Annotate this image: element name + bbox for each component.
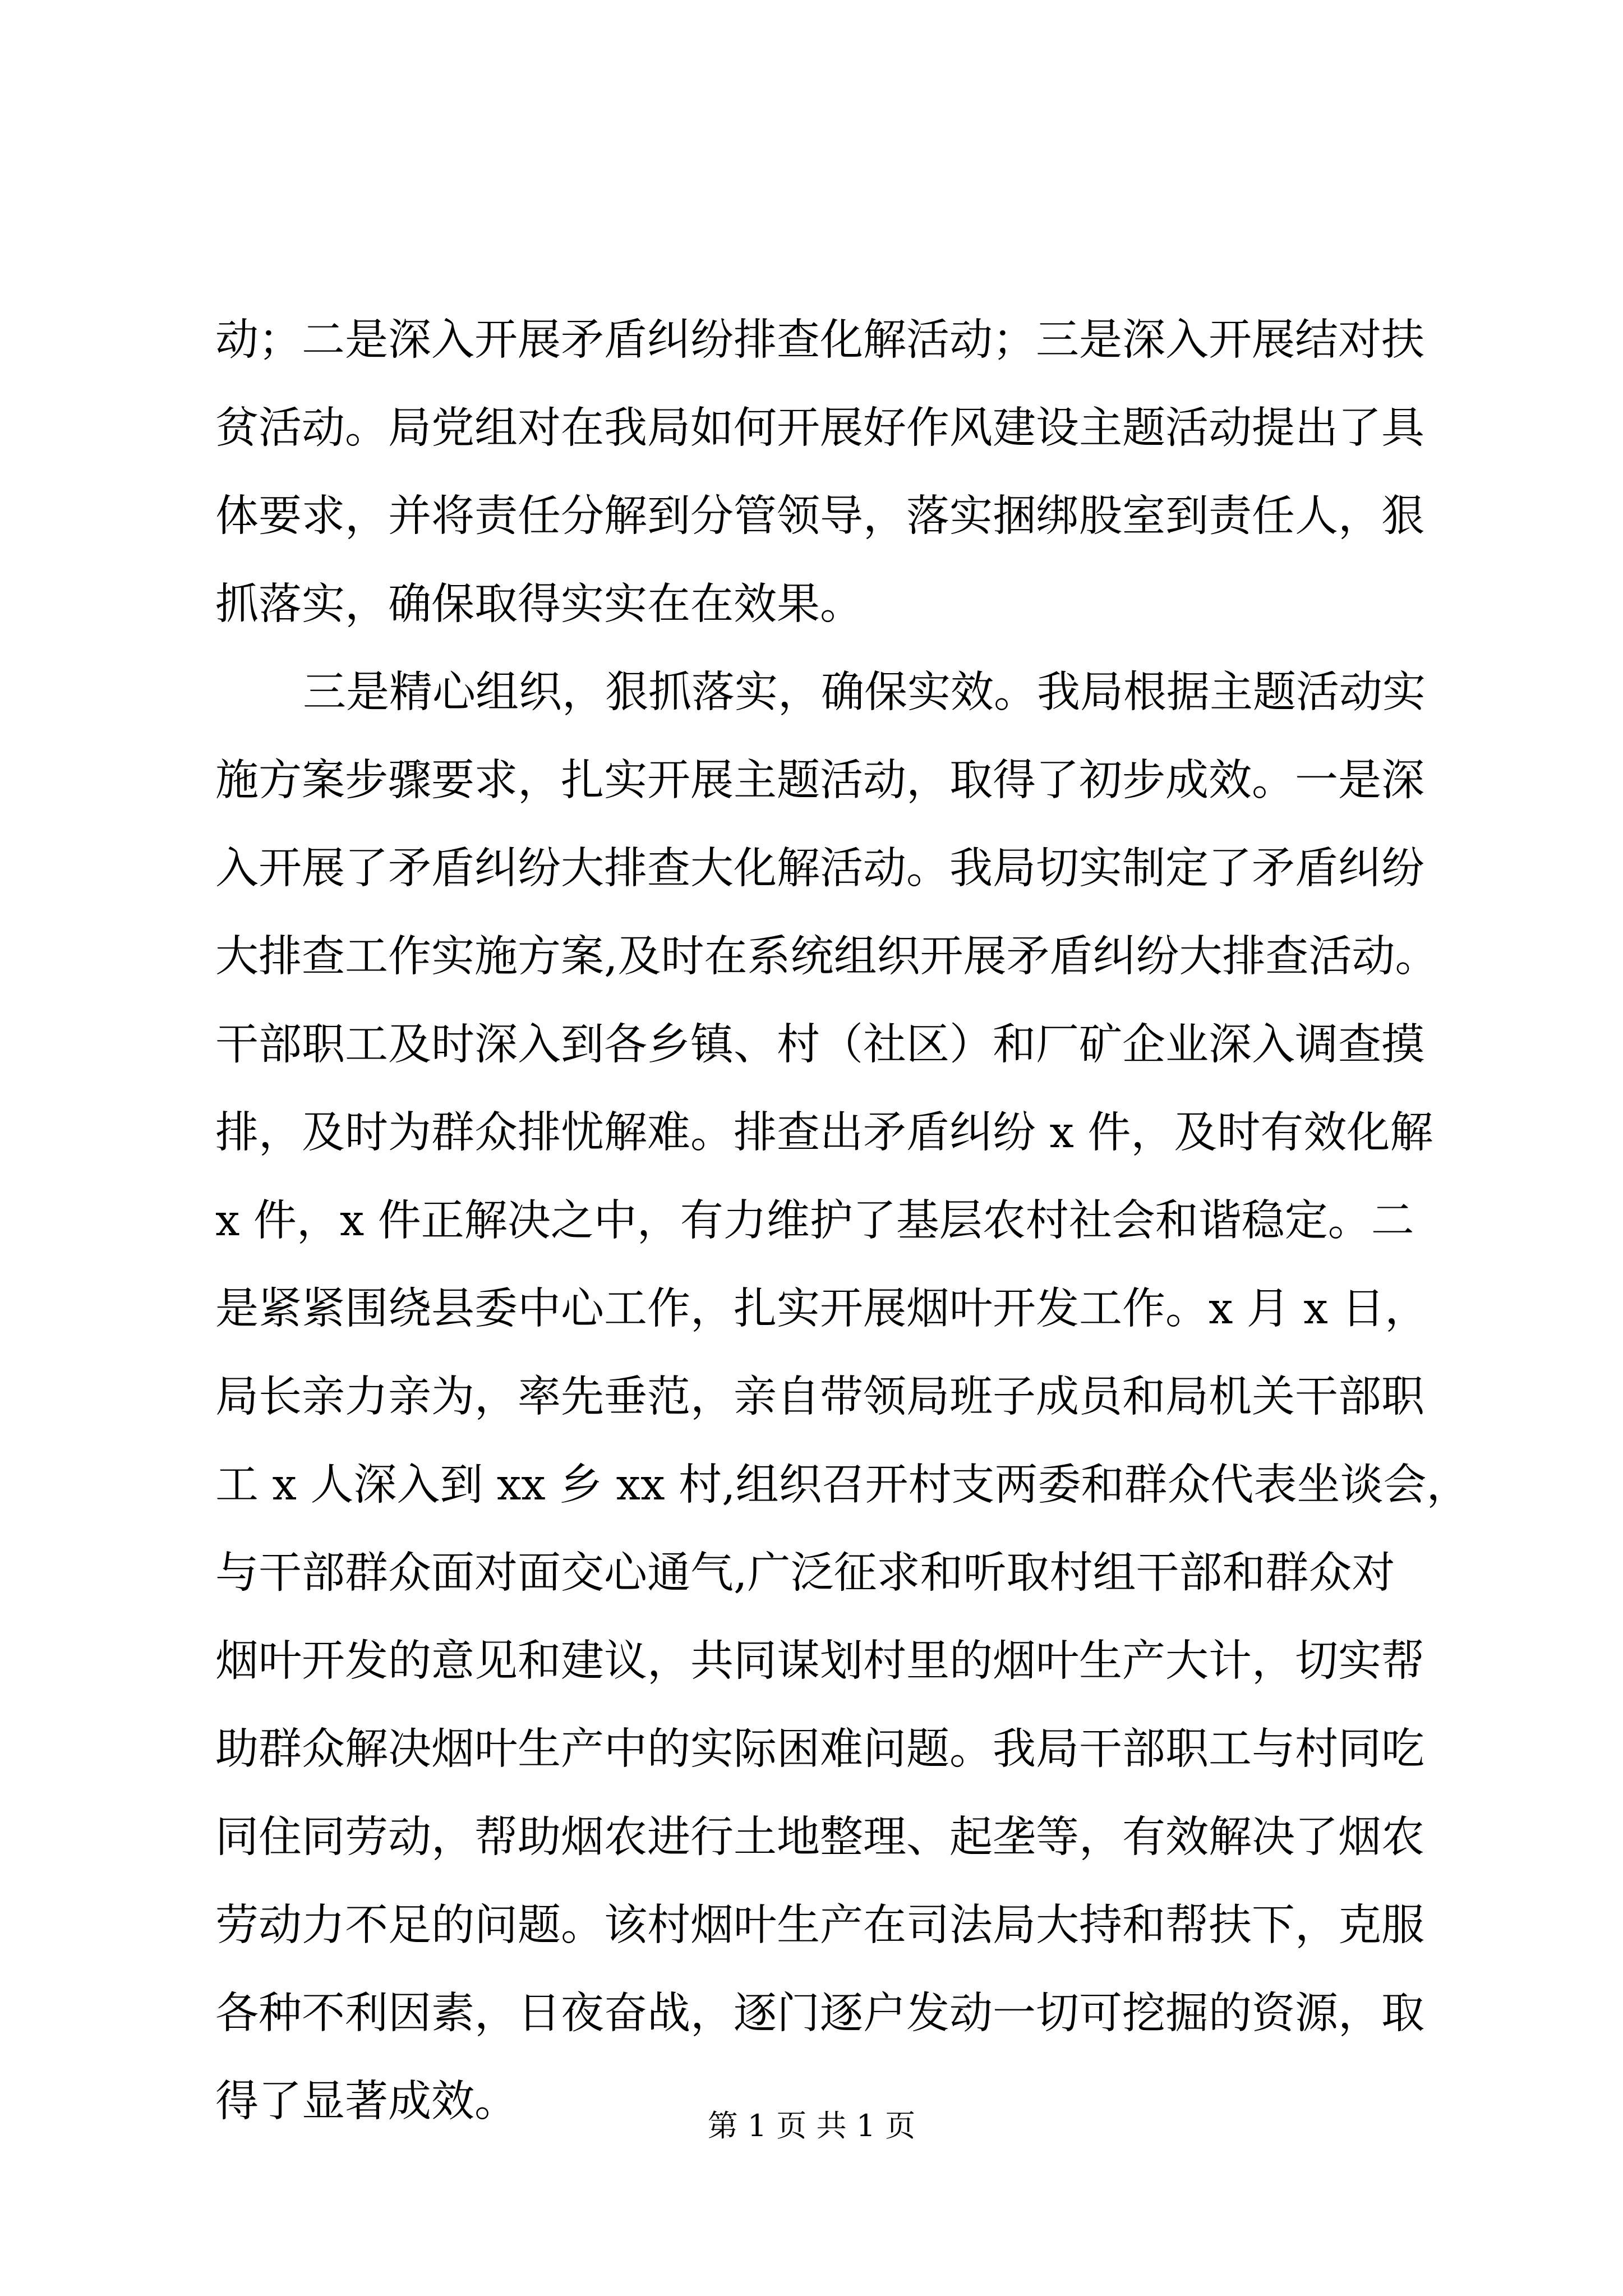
text-line: 动；二是深入开展矛盾纠纷排查化解活动；三是深入开展结对扶 bbox=[215, 315, 1424, 365]
page-number-footer: 第 1 页 共 1 页 bbox=[707, 2108, 916, 2143]
text-line: 得了显著成效。 bbox=[215, 2077, 518, 2127]
text-line: 劳动力不足的问题。该村烟叶生产在司法局大持和帮扶下，克服 bbox=[215, 1901, 1424, 1950]
text-line: 同住同劳动，帮助烟农进行土地整理、起垄等，有效解决了烟农 bbox=[215, 1812, 1424, 1862]
text-line: 贫活动。局党组对在我局如何开展好作风建设主题活动提出了具 bbox=[215, 403, 1424, 453]
text-line: 干部职工及时深入到各乡镇、村（社区）和厂矿企业深入调查摸 bbox=[215, 1020, 1424, 1070]
text-line: 工 x 人深入到 xx 乡 xx 村,组织召开村支两委和群众代表坐谈会， bbox=[215, 1460, 1470, 1510]
text-line: 排，及时为群众排忧解难。排查出矛盾纠纷 x 件，及时有效化解 bbox=[215, 1108, 1433, 1158]
text-line: 烟叶开发的意见和建议，共同谋划村里的烟叶生产大计，切实帮 bbox=[215, 1636, 1424, 1686]
text-line: 是紧紧围绕县委中心工作，扎实开展烟叶开发工作。x 月 x 日， bbox=[215, 1284, 1428, 1334]
text-line: 助群众解决烟叶生产中的实际困难问题。我局干部职工与村同吃 bbox=[215, 1724, 1424, 1774]
text-line: x 件，x 件正解决之中，有力维护了基层农村社会和谐稳定。二 bbox=[215, 1196, 1414, 1246]
text-line: 局长亲力亲为，率先垂范，亲自带领局班子成员和局机关干部职 bbox=[215, 1372, 1424, 1422]
text-line: 入开展了矛盾纠纷大排查大化解活动。我局切实制定了矛盾纠纷 bbox=[215, 844, 1424, 894]
text-line: 大排查工作实施方案,及时在系统组织开展矛盾纠纷大排查活动。 bbox=[215, 932, 1438, 982]
document-body bbox=[215, 296, 1470, 2146]
text-line: 抓落实，确保取得实实在在效果。 bbox=[215, 579, 863, 629]
text-line: 体要求，并将责任分解到分管领导，落实捆绑股室到责任人，狠 bbox=[215, 491, 1424, 541]
text-line: 施方案步骤要求，扎实开展主题活动，取得了初步成效。一是深 bbox=[215, 756, 1424, 806]
text-line: 各种不利因素，日夜奋战，逐门逐户发动一切可挖掘的资源，取 bbox=[215, 1989, 1424, 2039]
paragraph-first-line: 三是精心组织，狠抓落实，确保实效。我局根据主题活动实 bbox=[303, 668, 1426, 717]
text-line: 与干部群众面对面交心通气,广泛征求和听取村组干部和群众对 bbox=[215, 1548, 1395, 1598]
